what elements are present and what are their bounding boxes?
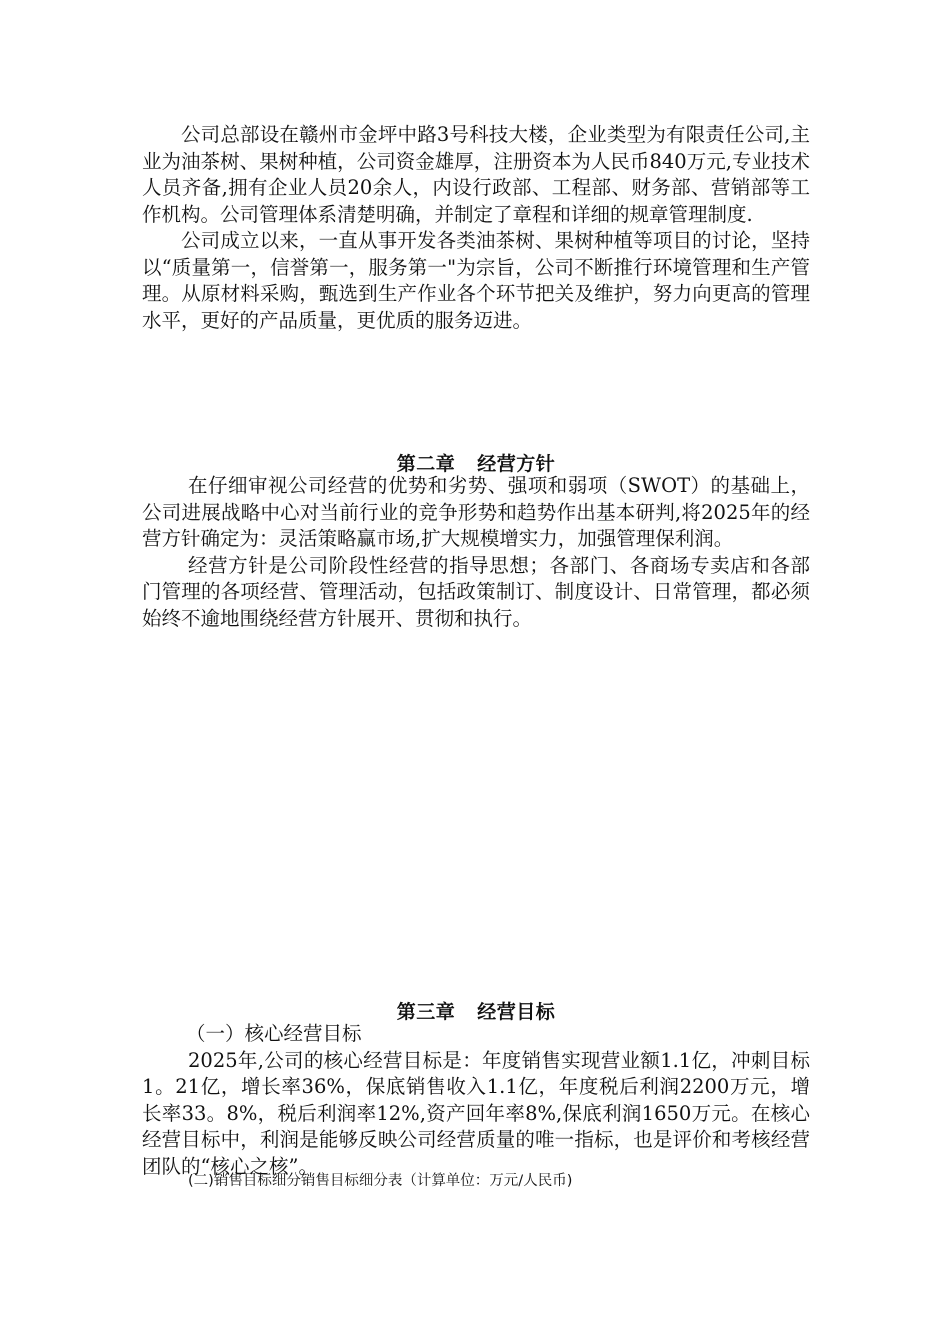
chapter-2-heading: [142, 449, 810, 476]
intro-paragraph-2: 公司成立以来，一直从事开发各类油茶树、果树种植等项目的讨论，坚持以“质量第一，信誉第一，服务第一"为宗旨，公司不断推行环境管理和生产管理。从原材料采购，甄选到生产作业各个环节把关及维护，努力向更高的管理水平，更好的产品质量，更优质的服务迈进。: [142, 229, 810, 332]
chapter-2-number: 第二章: [396, 453, 456, 475]
chapter-2-body: [142, 473, 810, 632]
chapter-3-title: 经营目标: [477, 1001, 556, 1023]
chapter-2-title: 经营方针: [477, 453, 556, 475]
section-1-heading: （一）核心经营目标: [186, 1022, 362, 1045]
section-1-paragraph: 2025年,公司的核心经营目标是：年度销售实现营业额1.1亿，冲刺目标1。21亿，增长率36%，保底销售收入1.1亿，年度税后利润2200万元，增长率33。8%，税后利润率12%,资产回年率8%,保底利润1650万元。在核心经营目标中，利润是能够反映公司经营质量的唯一指标，也是评价和考核经营团队的“核心之核”。: [142, 1048, 810, 1178]
chapter-2-paragraph-2: 经营方针是公司阶段性经营的指导思想；各部门、各商场专卖店和各部门管理的各项经营、管理活动，包括政策制订、制度设计、日常管理，都必须始终不逾地围绕经营方针展开、贯彻和执行。: [142, 553, 810, 630]
intro-paragraph-1: 公司总部设在赣州市金坪中路3号科技大楼，企业类型为有限责任公司,主业为油茶树、果树种植，公司资金雄厚，注册资本为人民币840万元,专业技术人员齐备,拥有企业人员20余人，内设行政部、工程部、财务部、营销部等工作机构。公司管理体系清楚明确，并制定了章程和详细的规章管理制度.: [142, 123, 810, 226]
section-2-heading: (二)销售目标细分销售目标细分表（计算单位：万元/人民币): [188, 1173, 573, 1189]
chapter-2-paragraph-1: 在仔细审视公司经营的优势和劣势、强项和弱项（SWOT）的基础上，公司进展战略中心对当前行业的竞争形势和趋势作出基本研判,将2025年的经营方针确定为：灵活策略赢市场,扩大规模增实力，加强管理保利润。: [142, 474, 810, 550]
chapter-3-body: [142, 1021, 810, 1180]
chapter-3-number: 第三章: [396, 1001, 456, 1023]
chapter-3-heading: [142, 997, 810, 1024]
intro-section: [142, 122, 810, 334]
